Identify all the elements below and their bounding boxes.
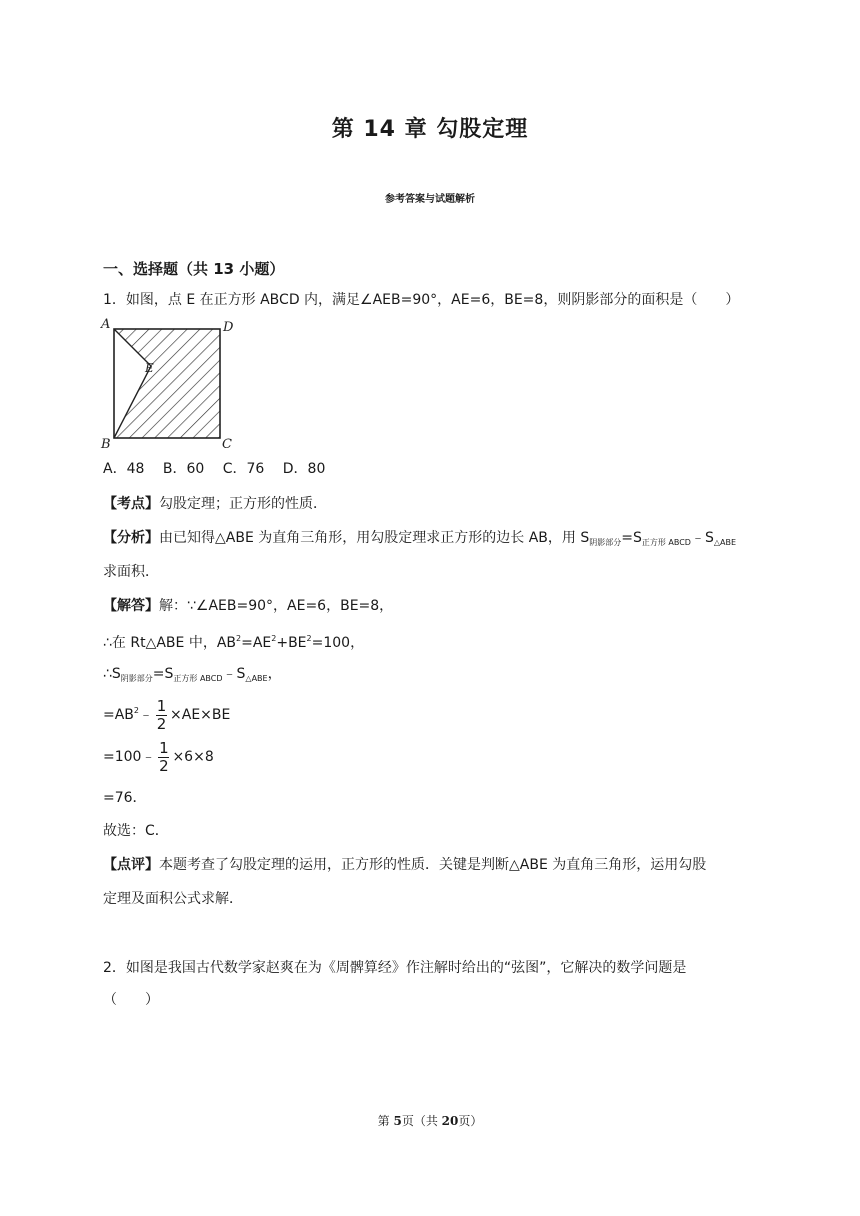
- step4-a: =100﹣: [103, 749, 156, 765]
- jieda-line: [103, 596, 393, 616]
- frac-denominator-2: 2: [159, 756, 169, 775]
- step3-a: =AB: [103, 707, 134, 723]
- dianping-text: 本题考查了勾股定理的运用，正方形的性质．关键是判断△ABE 为直角三角形，运用勾股: [159, 857, 707, 873]
- label-e: E: [145, 361, 154, 375]
- solution-step-3: [103, 693, 230, 733]
- question-2-stem: 2．如图是我国古代数学家赵爽在为《周髀算经》作注解时给出的“弦图”，它解决的数学问题是: [103, 960, 687, 976]
- kaodian-text: 勾股定理；正方形的性质．: [159, 496, 327, 512]
- step2-sub1: 阴影部分: [120, 674, 153, 683]
- fenxi-sub-shadow: 阴影部分: [589, 538, 622, 547]
- footer-suffix: 页）: [458, 1114, 483, 1128]
- dianping-line-2: 定理及面积公式求解．: [103, 891, 243, 907]
- step3-c: ×AE×BE: [170, 707, 231, 723]
- fenxi-tag: 【分析】: [103, 530, 159, 546]
- jieda-text: 解：∵∠AEB=90°，AE=6，BE=8，: [159, 598, 394, 614]
- kaodian-line: [103, 494, 327, 514]
- solution-step-5: =76．: [103, 790, 147, 806]
- solution-step-1: [103, 629, 364, 653]
- step2-c: ﹣S: [222, 666, 246, 682]
- question-1-options: A．48 B．60 C．76 D．80: [103, 461, 326, 477]
- footer-page-number: 5: [393, 1114, 402, 1128]
- step1-c: +BE: [276, 635, 307, 651]
- fraction-half-2: [158, 740, 169, 775]
- step2-a: ∴S: [103, 666, 121, 682]
- step2-d: ，: [267, 666, 282, 682]
- fenxi-line: [103, 528, 736, 553]
- frac-numerator-2: 1: [159, 738, 169, 757]
- solution-step-2: [103, 664, 282, 689]
- fenxi-tail: 求面积．: [103, 564, 159, 580]
- question-2-paren: （ ）: [103, 992, 159, 1008]
- step1-a: ∴在 Rt△ABE 中，AB: [103, 635, 236, 651]
- page-subtitle: 参考答案与试题解析: [385, 194, 475, 205]
- frac-numerator: 1: [156, 696, 167, 715]
- solution-step-4: [103, 739, 214, 775]
- step2-b: =S: [152, 666, 174, 682]
- page-title: 第 14 章 勾股定理: [331, 117, 529, 142]
- kaodian-tag: 【考点】: [103, 496, 159, 512]
- frac-denominator: 2: [156, 714, 167, 733]
- footer-middle: 页（共: [401, 1114, 442, 1128]
- label-a: A: [101, 317, 111, 332]
- step3-sup: 2: [133, 706, 140, 715]
- step2-sub2: 正方形 ABCD: [173, 674, 223, 683]
- footer-total-pages: 20: [441, 1114, 459, 1128]
- jieda-tag: 【解答】: [103, 598, 159, 614]
- square-figure: [98, 316, 243, 456]
- step2-sub3: △ABE: [245, 674, 268, 683]
- label-c: C: [222, 437, 232, 452]
- step1-d: =100，: [311, 635, 365, 651]
- dianping-tag: 【点评】: [103, 857, 159, 873]
- step1-sup2: 2: [271, 634, 277, 643]
- step1-b: =AE: [241, 635, 272, 651]
- fraction-half: [156, 698, 167, 733]
- fenxi-mid: =S: [621, 530, 642, 546]
- step4-c: ×6×8: [172, 749, 214, 765]
- footer-prefix: 第: [377, 1114, 394, 1128]
- question-1-stem: 1．如图，点 E 在正方形 ABCD 内，满足∠AEB=90°，AE=6，BE=8，则阴影部分的面积是（ ）: [103, 292, 740, 308]
- step1-sup3: 2: [306, 634, 312, 643]
- label-d: D: [223, 320, 234, 335]
- label-b: B: [101, 437, 111, 452]
- fenxi-minus: ﹣S: [690, 530, 714, 546]
- step3-b: ﹣: [139, 707, 154, 723]
- dianping-line: [103, 855, 706, 875]
- answer-choice: 故选：C．: [103, 823, 169, 839]
- square-diagram: [98, 316, 243, 456]
- fenxi-sub-triangle: △ABE: [713, 538, 737, 547]
- fenxi-text: 由已知得△ABE 为直角三角形，用勾股定理求正方形的边长 AB，用 S: [159, 530, 590, 546]
- page-footer: [0, 1112, 860, 1129]
- section-heading: 一、选择题（共 13 小题）: [103, 260, 285, 278]
- step1-sup1: 2: [236, 634, 242, 643]
- fenxi-sub-square: 正方形 ABCD: [641, 538, 691, 547]
